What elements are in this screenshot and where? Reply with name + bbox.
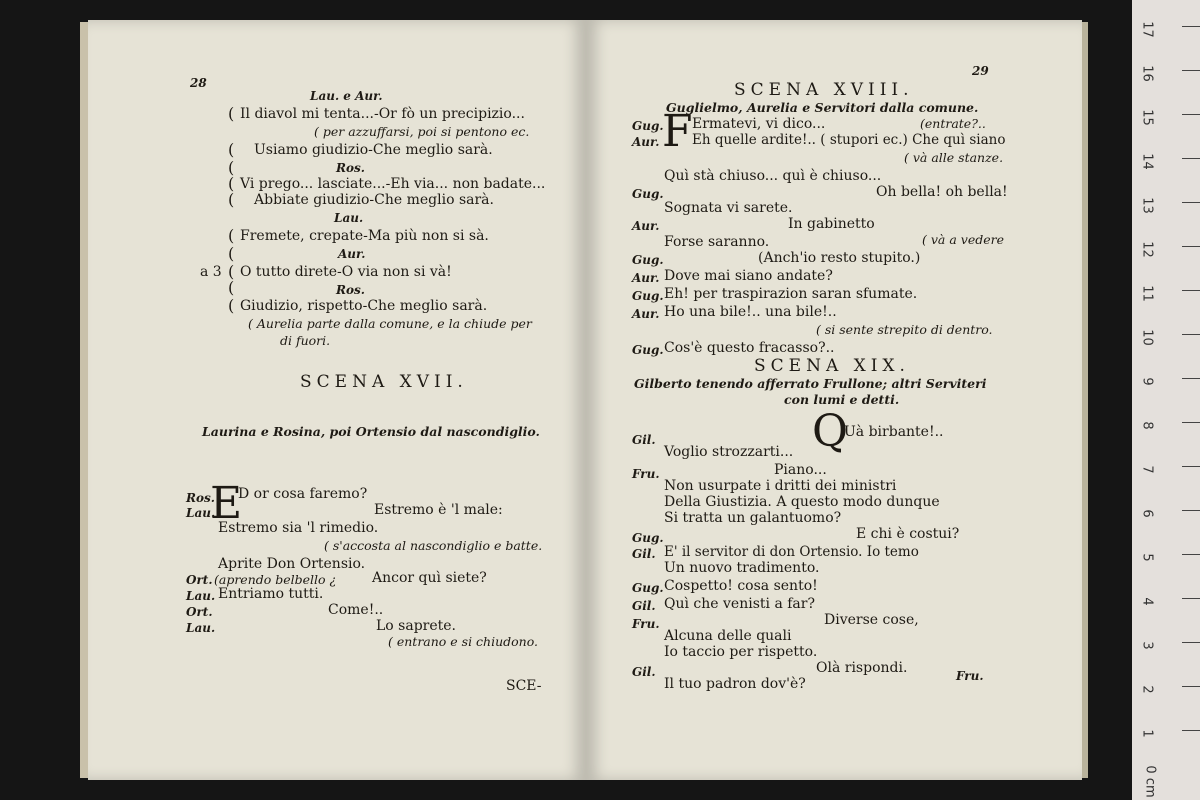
verse-line: Ermatevi, vi dico... [692, 116, 826, 132]
verse-line: Si tratta un galantuomo? [664, 510, 842, 526]
ruler-tick [1182, 730, 1200, 731]
brace: ( [228, 140, 235, 159]
speaker-label: Gug. [632, 289, 664, 303]
speaker-label: Gug. [632, 119, 664, 133]
ruler-zero-label: 0 cm [1142, 765, 1158, 798]
speaker-label: Ort. [186, 605, 213, 619]
brace: ( [228, 262, 235, 281]
ruler-tick [1182, 114, 1200, 115]
verse-line: Forse saranno. [664, 234, 770, 250]
brace: ( [228, 244, 235, 263]
ruler-number: 13 [1139, 197, 1155, 214]
verse-line: In gabinetto [788, 216, 875, 232]
brace: ( [228, 174, 235, 193]
ruler-tick [1182, 158, 1200, 159]
verse-line: Ancor quì siete? [372, 570, 487, 586]
speaker-label: Lau. [186, 506, 216, 520]
stage-direction: (aprendo belbello ¿ [214, 572, 337, 587]
speaker-label: Gil. [632, 547, 656, 561]
scene-cast: con lumi e detti. [784, 392, 900, 407]
verse-line: E' il servitor di don Ortensio. Io temo [664, 544, 919, 560]
verse-line: Cos'è questo fracasso?.. [664, 340, 835, 356]
verse-line: Dove mai siano andate? [664, 268, 833, 284]
brace: ( [228, 226, 235, 245]
verse-line: Io taccio per rispetto. [664, 644, 818, 660]
ruler-number: 10 [1139, 329, 1155, 346]
verse-line: Usiamo giudizio-Che meglio sarà. [254, 142, 493, 158]
stage-direction: di fuori. [280, 333, 331, 348]
catchword: Fru. [956, 669, 984, 683]
ruler-tick [1182, 290, 1200, 291]
speaker-label: Gug. [632, 581, 664, 595]
ruler-number: 7 [1139, 465, 1155, 474]
stage-direction: ( per azzuffarsi, poi si pentono ec. [314, 124, 530, 139]
verse-line: Un nuovo tradimento. [664, 560, 820, 576]
margin-mark: a 3 [200, 264, 222, 280]
speaker-label: Ros. [336, 161, 365, 175]
verse-line: Estremo sia 'l rimedio. [218, 520, 379, 536]
verse-line: Estremo è 'l male: [374, 502, 503, 518]
left-page [88, 20, 586, 780]
ruler-tick [1182, 642, 1200, 643]
brace: ( [228, 158, 235, 177]
stage-direction: ( entrano e si chiudono. [388, 634, 539, 649]
ruler-number: 12 [1139, 241, 1155, 258]
ruler-tick [1182, 70, 1200, 71]
speaker-label: Aur. [632, 271, 660, 285]
ruler-tick [1182, 554, 1200, 555]
verse-line: Aprite Don Ortensio. [218, 556, 366, 572]
right-page [586, 20, 1082, 780]
speaker-label: Gil. [632, 433, 656, 447]
ruler-number: 3 [1139, 641, 1155, 650]
verse-line: Entriamo tutti. [218, 586, 324, 602]
verse-line: Fremete, crepate-Ma più non si sà. [240, 228, 489, 244]
ruler-tick [1182, 510, 1200, 511]
verse-line: Come!.. [328, 602, 384, 618]
scene-title: SCENA XIX. [754, 356, 910, 376]
ruler-number: 5 [1139, 553, 1155, 562]
scene-cast: Guglielmo, Aurelia e Servitori dalla comune. [666, 100, 979, 115]
verse-line: Uà birbante!.. [844, 424, 944, 440]
speaker-label: Ort. [186, 573, 213, 587]
verse-line: Quì stà chiuso... quì è chiuso... [664, 168, 882, 184]
ruler-tick [1182, 246, 1200, 247]
verse-line: Piano... [774, 462, 827, 478]
verse-line: Diverse cose, [824, 612, 919, 628]
scene-title: SCENA XVII. [300, 372, 468, 392]
ruler-tick [1182, 422, 1200, 423]
speaker-label: Fru. [632, 467, 660, 481]
verse-line: Della Giustizia. A questo modo dunque [664, 494, 940, 510]
speaker-label: Lau. e Aur. [310, 89, 383, 103]
verse-line: Sognata vi sarete. [664, 200, 793, 216]
ruler-number: 16 [1139, 65, 1155, 82]
speaker-label: Gil. [632, 599, 656, 613]
verse-line: Alcuna delle quali [664, 628, 792, 644]
verse-line: Cospetto! cosa sento! [664, 578, 818, 594]
stage-direction: ( s'accosta al nascondiglio e batte. [324, 538, 543, 553]
verse-line: Ho una bile!.. una bile!.. [664, 304, 837, 320]
speaker-label: Gug. [632, 187, 664, 201]
brace: ( [228, 104, 235, 123]
speaker-label: Gug. [632, 253, 664, 267]
ruler-tick [1182, 202, 1200, 203]
ruler-number: 4 [1139, 597, 1155, 606]
scene-cast: Laurina e Rosina, poi Ortensio dal nascondiglio. [202, 424, 540, 439]
ruler-number: 11 [1139, 285, 1155, 302]
verse-line: Non usurpate i dritti dei ministri [664, 478, 897, 494]
scene-cast: Gilberto tenendo afferrato Frullone; altri Serviteri [634, 376, 987, 391]
drop-cap: E [210, 478, 243, 529]
drop-cap: F [662, 106, 693, 157]
ruler-number: 6 [1139, 509, 1155, 518]
speaker-label: Aur. [632, 135, 660, 149]
speaker-label: Ros. [336, 283, 365, 297]
verse-line: Eh quelle ardite!.. ( stupori ec.) Che quì siano [692, 132, 1006, 148]
ruler-tick [1182, 598, 1200, 599]
ruler-tick [1182, 334, 1200, 335]
speaker-label: Lau. [334, 211, 364, 225]
stage-direction: ( và a vedere [922, 232, 1004, 247]
speaker-label: Lau. [186, 589, 216, 603]
ruler-number: 2 [1139, 685, 1155, 694]
verse-line: Il diavol mi tenta...-Or fò un precipizio... [240, 106, 525, 122]
ruler-number: 8 [1139, 421, 1155, 430]
stage-direction: ( si sente strepito di dentro. [816, 322, 993, 337]
brace: ( [228, 190, 235, 209]
scene-title: SCENA XVIII. [734, 80, 914, 100]
verse-line: Abbiate giudizio-Che meglio sarà. [254, 192, 494, 208]
ruler-number: 17 [1139, 21, 1155, 38]
brace: ( [228, 296, 235, 315]
stage-direction: (entrate?.. [920, 116, 986, 131]
speaker-label: Ros. [186, 491, 215, 505]
ruler-number: 9 [1139, 377, 1155, 386]
speaker-label: Gug. [632, 531, 664, 545]
verse-line: (Anch'io resto stupito.) [758, 250, 921, 266]
speaker-label: Aur. [338, 247, 366, 261]
ruler-tick [1182, 378, 1200, 379]
verse-line: O tutto direte-O via non si và! [240, 264, 452, 280]
verse-line: E chi è costui? [856, 526, 960, 542]
verse-line: Il tuo padron dov'è? [664, 676, 806, 692]
stage-direction: ( Aurelia parte dalla comune, e la chiude per [248, 316, 532, 331]
drop-cap: Q [812, 406, 849, 457]
ruler-tick [1182, 686, 1200, 687]
ruler-number: 14 [1139, 153, 1155, 170]
measurement-ruler [1132, 0, 1200, 800]
stage-direction: ( và alle stanze. [904, 150, 1004, 165]
verse-line: Lo saprete. [376, 618, 457, 634]
ruler-number: 15 [1139, 109, 1155, 126]
verse-line: Vi prego... lasciate...-Eh via... non badate... [240, 176, 546, 192]
speaker-label: Lau. [186, 621, 216, 635]
speaker-label: Fru. [632, 617, 660, 631]
speaker-label: Aur. [632, 307, 660, 321]
verse-line: Quì che venisti a far? [664, 596, 815, 612]
verse-line: D or cosa faremo? [238, 486, 368, 502]
verse-line: Olà rispondi. [816, 660, 908, 676]
speaker-label: Aur. [632, 219, 660, 233]
catchword: SCE- [506, 678, 542, 694]
speaker-label: Gil. [632, 665, 656, 679]
brace: ( [228, 278, 235, 297]
ruler-tick [1182, 466, 1200, 467]
verse-line: Giudizio, rispetto-Che meglio sarà. [240, 298, 488, 314]
ruler-tick [1182, 26, 1200, 27]
page-number: 29 [972, 64, 989, 78]
verse-line: Eh! per traspirazion saran sfumate. [664, 286, 918, 302]
ruler-number: 1 [1139, 729, 1155, 738]
verse-line: Oh bella! oh bella! [876, 184, 1008, 200]
speaker-label: Gug. [632, 343, 664, 357]
page-number: 28 [190, 76, 207, 90]
verse-line: Voglio strozzarti... [664, 444, 794, 460]
